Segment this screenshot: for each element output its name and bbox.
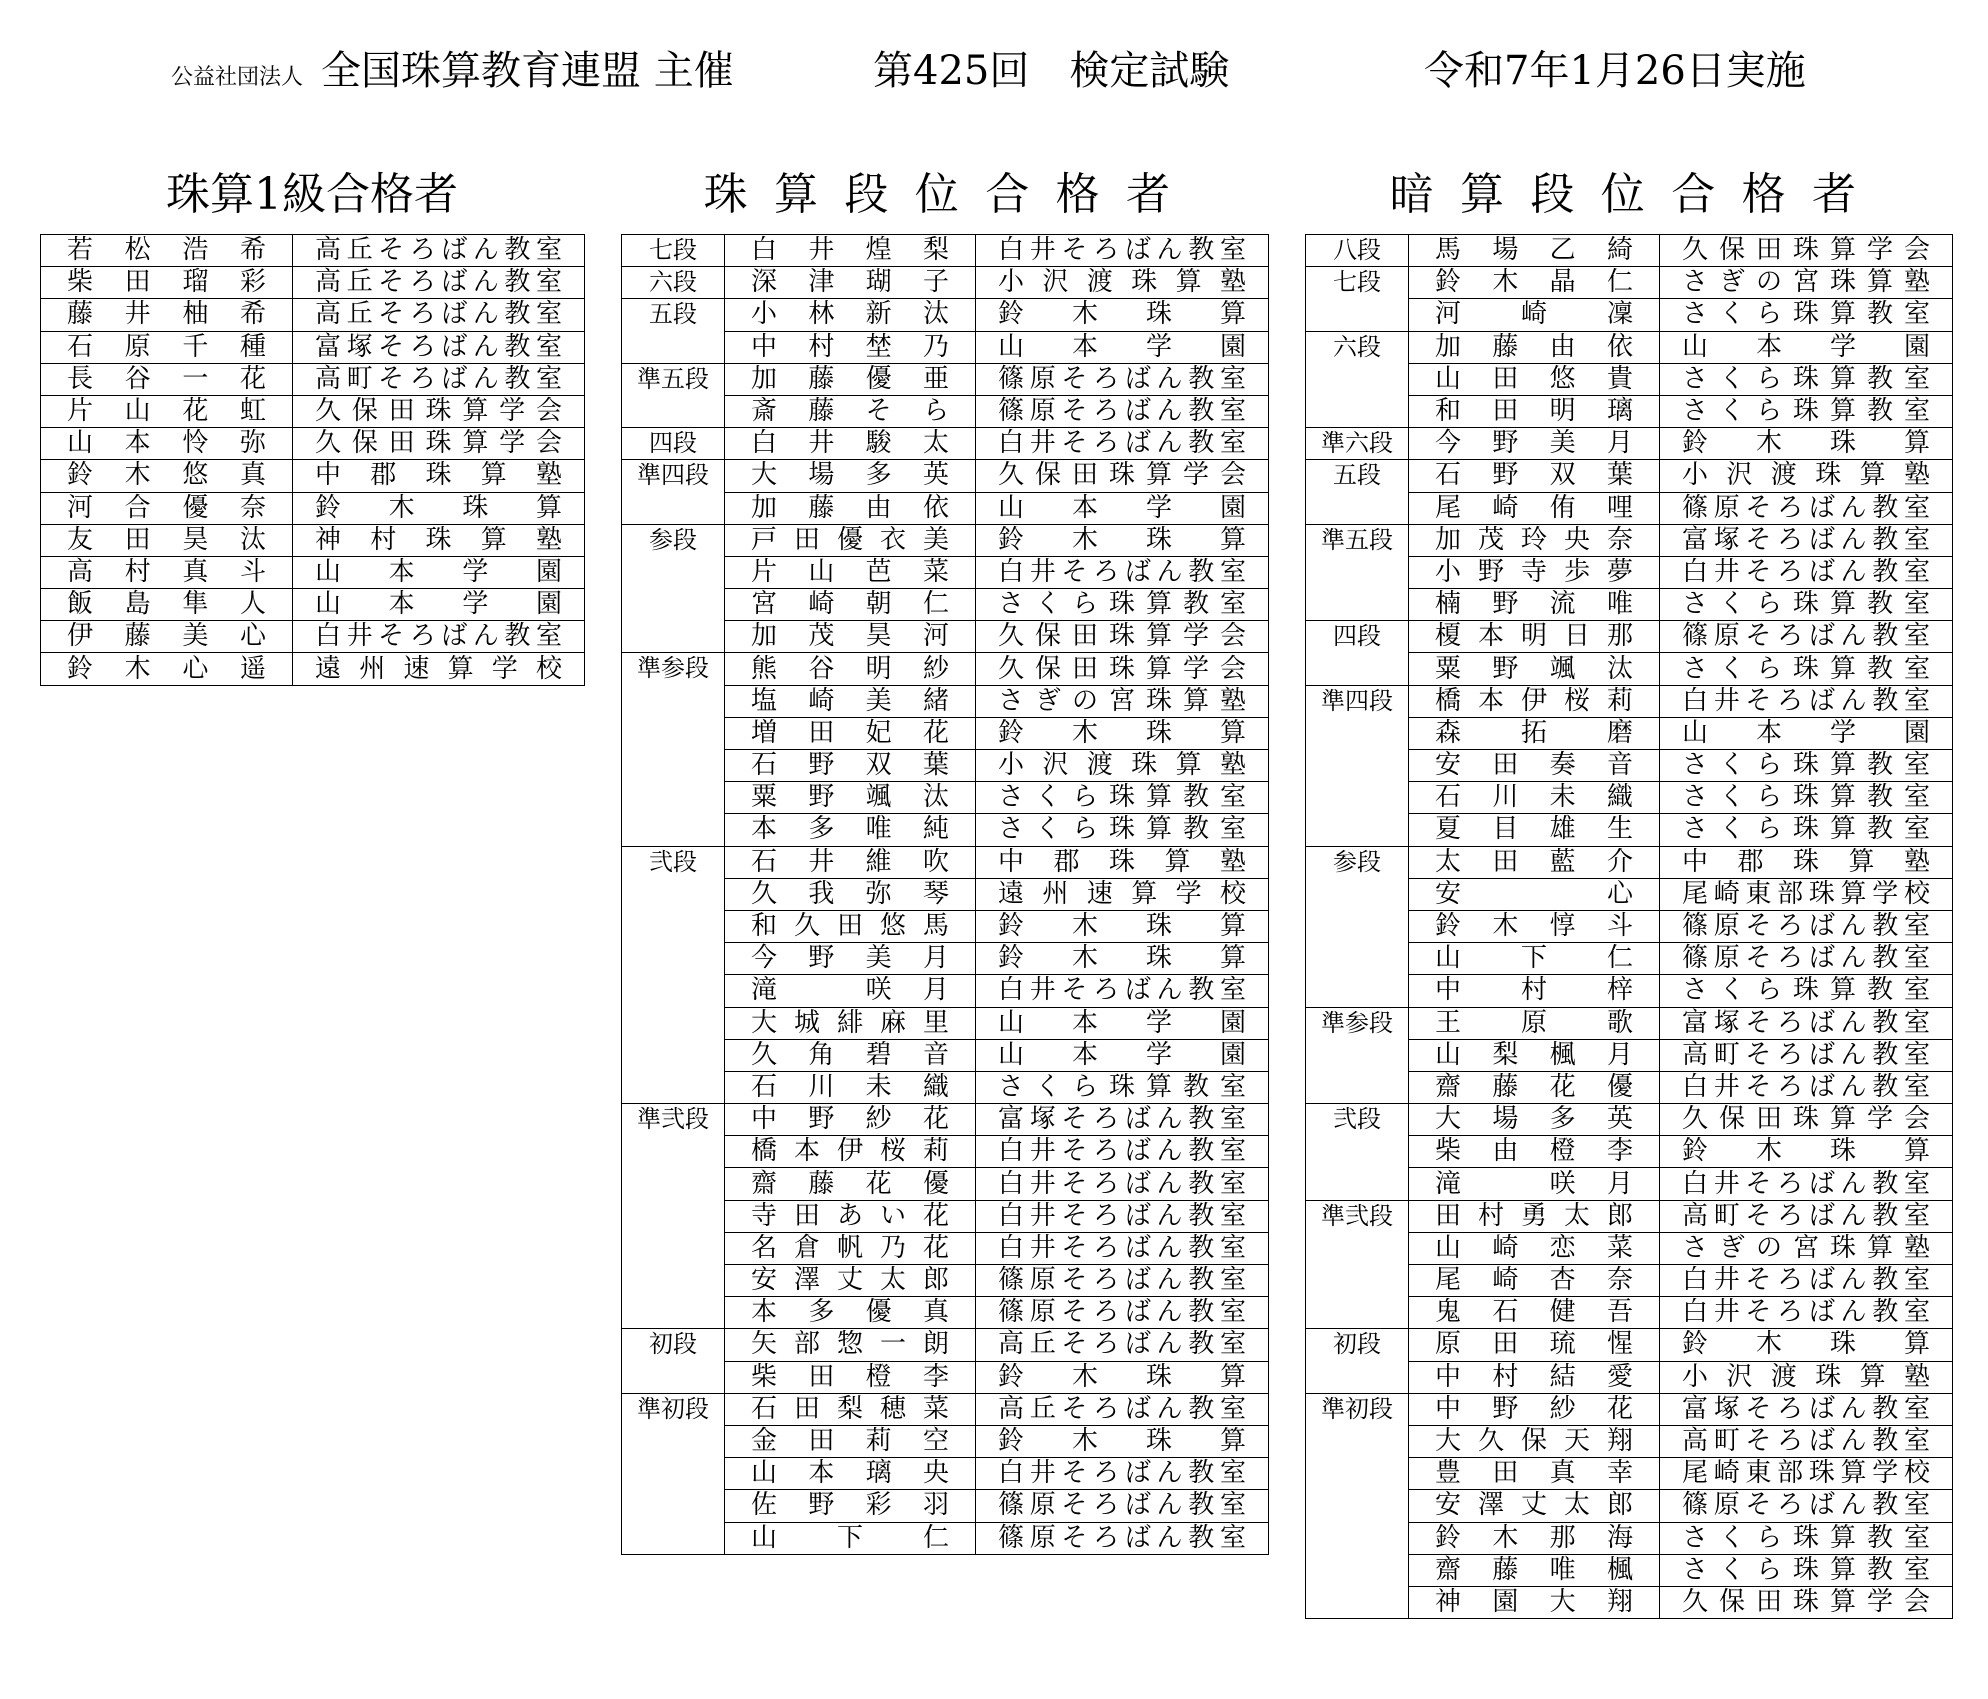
person-name: 粟野颯汰 [725,782,976,814]
person-name: 戸田優衣美 [725,524,976,556]
person-name: 夏目雄生 [1409,814,1660,846]
person-name: 片山芭菜 [725,556,976,588]
school-name: 白井そろばん教室 [976,1136,1269,1168]
person-name: 安田奏音 [1409,750,1660,782]
table-row [1306,1104,1953,1136]
person-name: 片山花虹 [41,395,293,427]
table-row [41,621,585,653]
person-name: 加藤由依 [725,492,976,524]
person-name: 鈴木悠真 [41,460,293,492]
school-name: 鈴木珠算 [976,910,1269,942]
table-row [41,331,585,363]
table-row [1306,235,1953,267]
school-name: 鈴木珠算 [976,943,1269,975]
person-name: 王 原 歌 [1409,1007,1660,1039]
school-name: 白井そろばん教室 [976,1168,1269,1200]
school-name: 鈴木珠算 [976,1425,1269,1457]
school-name: さくら珠算教室 [1660,750,1953,782]
school-name: さくら珠算教室 [1660,395,1953,427]
school-name: さくら珠算教室 [1660,1554,1953,1586]
table-row [41,395,585,427]
person-name: 山崎恋菜 [1409,1232,1660,1264]
school-name: 篠原そろばん教室 [1660,910,1953,942]
table-row [1306,685,1953,717]
exam-session: 第425回 検定試験 [873,48,1230,94]
school-name: 白井そろばん教室 [1660,1265,1953,1297]
person-name: 石野双葉 [1409,460,1660,492]
school-name: 尾崎東部珠算学校 [1660,1458,1953,1490]
school-name: 山本学園 [293,556,585,588]
table-row [622,1329,1269,1361]
school-name: 白井そろばん教室 [976,556,1269,588]
table-row [1306,524,1953,556]
school-name: 鈴木珠算 [293,492,585,524]
person-name: 斎藤そら [725,395,976,427]
table-row [1306,1329,1953,1361]
rank-label: 準五段 [1306,524,1409,621]
person-name: 増田妃花 [725,717,976,749]
person-name: 熊谷明紗 [725,653,976,685]
table-row [41,589,585,621]
person-name: 田村勇太郎 [1409,1200,1660,1232]
person-name: 原田琉惺 [1409,1329,1660,1361]
school-name: 高町そろばん教室 [293,363,585,395]
person-name: 佐野彩羽 [725,1490,976,1522]
school-name: 白井そろばん教室 [1660,1168,1953,1200]
school-name: 鈴木珠算 [1660,1329,1953,1361]
school-name: 山本学園 [976,331,1269,363]
grade1-title: 珠算1級合格者 [166,169,458,220]
rank-label: 四段 [1306,621,1409,685]
person-name: 柴由橙李 [1409,1136,1660,1168]
school-name: 高丘そろばん教室 [976,1329,1269,1361]
person-name: 齋藤唯楓 [1409,1554,1660,1586]
person-name: 加茂玲央奈 [1409,524,1660,556]
school-name: 高町そろばん教室 [1660,1039,1953,1071]
person-name: 今野美月 [1409,428,1660,460]
person-name: 金田莉空 [725,1425,976,1457]
person-name: 大城緋麻里 [725,1007,976,1039]
rank-label: 参段 [622,524,725,653]
table-row [622,524,1269,556]
person-name: 粟野颯汰 [1409,653,1660,685]
table-row [622,1104,1269,1136]
person-name: 鈴木心遥 [41,653,293,685]
person-name: 中村結愛 [1409,1361,1660,1393]
person-name: 馬場乙綺 [1409,235,1660,267]
rank-label: 準四段 [1306,685,1409,846]
person-name: 本多優真 [725,1297,976,1329]
person-name: 中村埜乃 [725,331,976,363]
rank-label: 準弐段 [1306,1200,1409,1329]
school-name: さくら珠算教室 [976,782,1269,814]
school-name: 白井そろばん教室 [976,428,1269,460]
person-name: 長谷一花 [41,363,293,395]
school-name: 中郡珠算塾 [1660,846,1953,878]
person-name: 尾崎杏奈 [1409,1265,1660,1297]
anzan-dan-table [1305,234,1953,1619]
school-name: さくら珠算教室 [976,589,1269,621]
school-name: 山本学園 [293,589,585,621]
person-name: 太田藍介 [1409,846,1660,878]
person-name: 加茂昊河 [725,621,976,653]
person-name: 小野寺歩夢 [1409,556,1660,588]
person-name: 今野美月 [725,943,976,975]
school-name: さぎの宮珠算塾 [976,685,1269,717]
person-name: 和田明璃 [1409,395,1660,427]
school-name: 篠原そろばん教室 [976,1297,1269,1329]
person-name: 石原千種 [41,331,293,363]
rank-label: 五段 [1306,460,1409,524]
school-name: 小沢渡珠算塾 [976,750,1269,782]
school-name: 小沢渡珠算塾 [1660,460,1953,492]
person-name: 大場多英 [725,460,976,492]
rank-label: 初段 [1306,1329,1409,1393]
shuzan-dan-title: 珠算段位合格者 [703,169,1197,220]
rank-label: 八段 [1306,235,1409,267]
rank-label: 五段 [622,299,725,363]
school-name: 神村珠算塾 [293,524,585,556]
school-name: さくら珠算教室 [1660,814,1953,846]
table-row [622,846,1269,878]
school-name: さくら珠算教室 [1660,782,1953,814]
table-row [1306,267,1953,299]
table-row [41,653,585,685]
table-row [1306,1393,1953,1425]
person-name: 神園大翔 [1409,1586,1660,1618]
school-name: 鈴木珠算 [976,524,1269,556]
rank-label: 弐段 [1306,1104,1409,1201]
table-row [1306,1200,1953,1232]
person-name: 高村真斗 [41,556,293,588]
school-name: 高町そろばん教室 [1660,1425,1953,1457]
school-name: 高丘そろばん教室 [293,235,585,267]
person-name: 榎本明日那 [1409,621,1660,653]
person-name: 山田悠貴 [1409,363,1660,395]
person-name: 若松浩希 [41,235,293,267]
person-name: 安澤丈太郎 [1409,1490,1660,1522]
person-name: 豊田真幸 [1409,1458,1660,1490]
table-row [41,460,585,492]
table-row [1306,460,1953,492]
school-name: 篠原そろばん教室 [976,1265,1269,1297]
person-name: 石川未織 [725,1071,976,1103]
person-name: 中野紗花 [725,1104,976,1136]
school-name: 篠原そろばん教室 [976,1490,1269,1522]
school-name: 篠原そろばん教室 [976,363,1269,395]
person-name: 白井煌梨 [725,235,976,267]
person-name: 橋本伊桜莉 [1409,685,1660,717]
person-name: 寺田あい花 [725,1200,976,1232]
person-name: 石田梨穂菜 [725,1393,976,1425]
person-name: 安 心 [1409,878,1660,910]
table-row [41,235,585,267]
school-name: 久保田珠算学会 [976,460,1269,492]
school-name: 中郡珠算塾 [293,460,585,492]
school-name: 鈴木珠算 [976,1361,1269,1393]
table-row [1306,428,1953,460]
school-name: 尾崎東部珠算学校 [1660,878,1953,910]
person-name: 柴田橙李 [725,1361,976,1393]
rank-label: 準五段 [622,363,725,427]
person-name: 山 下 仁 [1409,943,1660,975]
school-name: 鈴木珠算 [1660,1136,1953,1168]
school-name: 白井そろばん教室 [1660,685,1953,717]
school-name: さくら珠算教室 [1660,589,1953,621]
person-name: 中野紗花 [1409,1393,1660,1425]
person-name: 鈴木那海 [1409,1522,1660,1554]
school-name: 久保田珠算学会 [1660,1586,1953,1618]
person-name: 河崎凜 [1409,299,1660,331]
table-row [1306,1007,1953,1039]
school-name: さくら珠算教室 [976,814,1269,846]
person-name: 安澤丈太郎 [725,1265,976,1297]
school-name: さくら珠算教室 [1660,1522,1953,1554]
person-name: 山本怜弥 [41,428,293,460]
school-name: さくら珠算教室 [1660,363,1953,395]
school-name: 白井そろばん教室 [976,235,1269,267]
school-name: 富塚そろばん教室 [293,331,585,363]
school-name: 山本学園 [976,492,1269,524]
school-name: 白井そろばん教室 [293,621,585,653]
school-name: 白井そろばん教室 [976,1200,1269,1232]
school-name: 小沢渡珠算塾 [976,267,1269,299]
school-name: 篠原そろばん教室 [1660,621,1953,653]
person-name: 齋藤花優 [725,1168,976,1200]
person-name: 友田昊汰 [41,524,293,556]
rank-label: 準初段 [622,1393,725,1554]
school-name: 高丘そろばん教室 [293,267,585,299]
school-name: さくら珠算教室 [1660,975,1953,1007]
school-name: 久保田珠算学会 [976,621,1269,653]
school-name: 富塚そろばん教室 [1660,1007,1953,1039]
school-name: 白井そろばん教室 [976,975,1269,1007]
table-row [622,428,1269,460]
school-name: さぎの宮珠算塾 [1660,1232,1953,1264]
school-name: 篠原そろばん教室 [976,1522,1269,1554]
anzan-dan-title: 暗算段位合格者 [1389,169,1883,220]
person-name: 山 下 仁 [725,1522,976,1554]
person-name: 山梨楓月 [1409,1039,1660,1071]
school-name: 白井そろばん教室 [1660,1071,1953,1103]
rank-label: 準弐段 [622,1104,725,1329]
school-name: 久保田珠算学会 [293,395,585,427]
rank-label: 準参段 [622,653,725,846]
school-name: 白井そろばん教室 [976,1232,1269,1264]
shuzan-dan-table [621,234,1269,1555]
table-row [622,235,1269,267]
school-name: 富塚そろばん教室 [1660,1393,1953,1425]
table-row [622,1393,1269,1425]
table-row [41,524,585,556]
school-name: さくら珠算教室 [1660,653,1953,685]
person-name: 楠野流唯 [1409,589,1660,621]
school-name: 山本学園 [976,1007,1269,1039]
school-name: さくら珠算教室 [976,1071,1269,1103]
table-row [41,556,585,588]
person-name: 藤井柚希 [41,299,293,331]
table-row [41,299,585,331]
table-row [41,492,585,524]
person-name: 鈴木惇斗 [1409,910,1660,942]
grade1-table [40,234,585,686]
person-name: 中 村 梓 [1409,975,1660,1007]
school-name: 小沢渡珠算塾 [1660,1361,1953,1393]
person-name: 矢部惣一朗 [725,1329,976,1361]
table-row [1306,331,1953,363]
rank-label: 六段 [1306,331,1409,428]
table-row [41,428,585,460]
school-name: 鈴木珠算 [976,299,1269,331]
rank-label: 参段 [1306,846,1409,1007]
person-name: 石川未織 [1409,782,1660,814]
school-name: 久保田珠算学会 [976,653,1269,685]
person-name: 滝 咲月 [725,975,976,1007]
school-name: 高丘そろばん教室 [976,1393,1269,1425]
person-name: 久我弥琴 [725,878,976,910]
school-name: 富塚そろばん教室 [1660,524,1953,556]
person-name: 小林新汰 [725,299,976,331]
person-name: 大場多英 [1409,1104,1660,1136]
rank-label: 準四段 [622,460,725,524]
person-name: 柴田瑠彩 [41,267,293,299]
school-name: 篠原そろばん教室 [1660,943,1953,975]
person-name: 白井駿太 [725,428,976,460]
organization-name: 全国珠算教育連盟 主催 [321,48,734,94]
school-name: 山本学園 [1660,717,1953,749]
rank-label: 七段 [622,235,725,267]
school-name: 久保田珠算学会 [1660,235,1953,267]
table-row [41,363,585,395]
school-name: 篠原そろばん教室 [976,395,1269,427]
school-name: 山本学園 [976,1039,1269,1071]
school-name: 富塚そろばん教室 [976,1104,1269,1136]
rank-label: 四段 [622,428,725,460]
table-row [622,653,1269,685]
organization-prefix: 公益社団法人 [171,65,304,90]
person-name: 宮崎朝仁 [725,589,976,621]
person-name: 本多唯純 [725,814,976,846]
table-row [622,299,1269,331]
person-name: 塩崎美緒 [725,685,976,717]
exam-date: 令和7年1月26日実施 [1424,48,1806,94]
school-name: 白井そろばん教室 [1660,556,1953,588]
school-name: 鈴木珠算 [1660,428,1953,460]
person-name: 橋本伊桜莉 [725,1136,976,1168]
table-row [41,267,585,299]
person-name: 加藤由依 [1409,331,1660,363]
school-name: 遠州速算学校 [976,878,1269,910]
table-row [622,267,1269,299]
person-name: 齋藤花優 [1409,1071,1660,1103]
school-name: 山本学園 [1660,331,1953,363]
person-name: 和久田悠馬 [725,910,976,942]
person-name: 石野双葉 [725,750,976,782]
school-name: 久保田珠算学会 [293,428,585,460]
person-name: 鬼石健吾 [1409,1297,1660,1329]
person-name: 飯島隼人 [41,589,293,621]
rank-label: 七段 [1306,267,1409,331]
person-name: 名倉帆乃花 [725,1232,976,1264]
person-name: 河合優奈 [41,492,293,524]
rank-label: 準六段 [1306,428,1409,460]
school-name: 中郡珠算塾 [976,846,1269,878]
person-name: 尾崎侑哩 [1409,492,1660,524]
person-name: 森拓磨 [1409,717,1660,749]
school-name: 久保田珠算学会 [1660,1104,1953,1136]
school-name: さぎの宮珠算塾 [1660,267,1953,299]
rank-label: 弐段 [622,846,725,1104]
person-name: 加藤優亜 [725,363,976,395]
school-name: さくら珠算教室 [1660,299,1953,331]
school-name: 遠州速算学校 [293,653,585,685]
person-name: 滝 咲月 [1409,1168,1660,1200]
table-row [1306,846,1953,878]
school-name: 篠原そろばん教室 [1660,1490,1953,1522]
person-name: 石井維吹 [725,846,976,878]
table-row [1306,621,1953,653]
person-name: 深津瑚子 [725,267,976,299]
table-row [622,460,1269,492]
person-name: 久角碧音 [725,1039,976,1071]
person-name: 伊藤美心 [41,621,293,653]
rank-label: 準初段 [1306,1393,1409,1618]
school-name: 篠原そろばん教室 [1660,492,1953,524]
rank-label: 初段 [622,1329,725,1393]
rank-label: 六段 [622,267,725,299]
school-name: 白井そろばん教室 [976,1458,1269,1490]
school-name: 高丘そろばん教室 [293,299,585,331]
school-name: 鈴木珠算 [976,717,1269,749]
school-name: 白井そろばん教室 [1660,1297,1953,1329]
table-row [622,363,1269,395]
rank-label: 準参段 [1306,1007,1409,1104]
person-name: 大久保天翔 [1409,1425,1660,1457]
person-name: 山本璃央 [725,1458,976,1490]
school-name: 高町そろばん教室 [1660,1200,1953,1232]
person-name: 鈴木晶仁 [1409,267,1660,299]
